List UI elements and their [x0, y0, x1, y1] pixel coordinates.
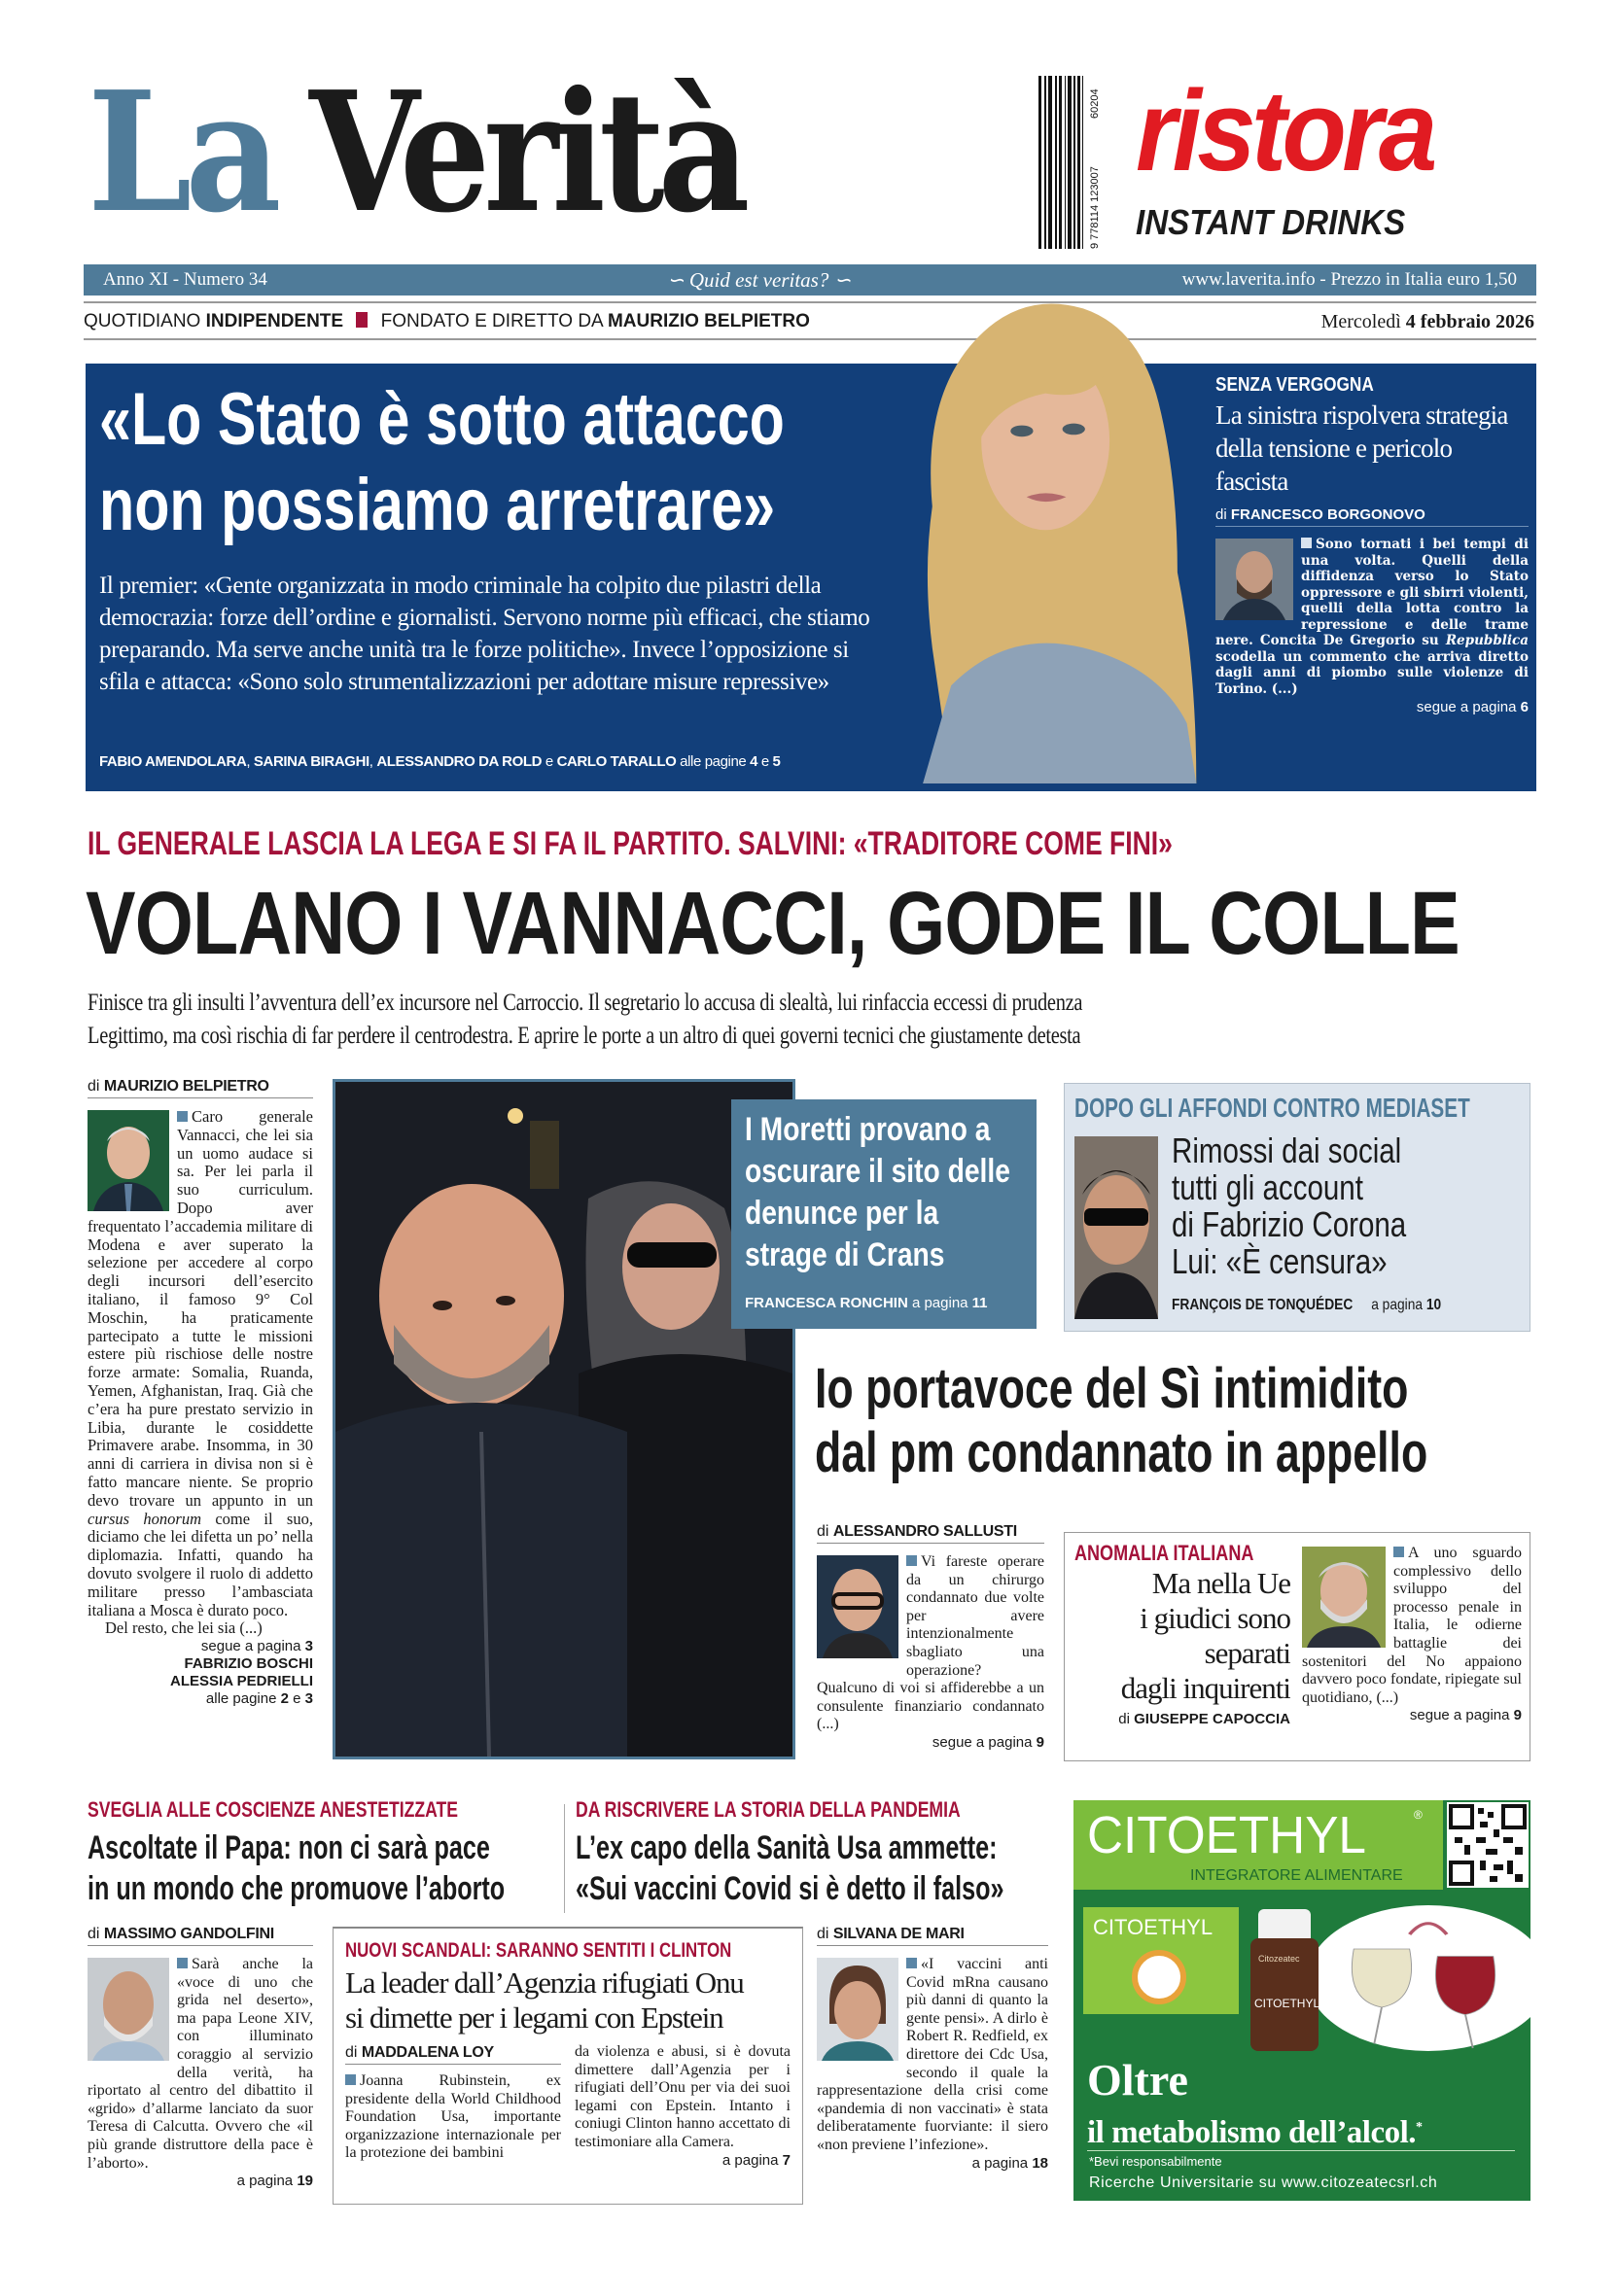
- capoccia-left-col: [1074, 1541, 1290, 1755]
- epstein-col-2: [575, 2043, 791, 2199]
- issue-date: [1321, 310, 1534, 333]
- sallusti-headline[interactable]: [815, 1357, 1534, 1493]
- lead-pages-and: e: [757, 753, 773, 770]
- byline-author[interactable]: FRANÇOIS DE TONQUÉDEC: [1172, 1297, 1354, 1313]
- byline-author[interactable]: MASSIMO GANDOLFINI: [103, 1926, 274, 1942]
- covid-text-body: «I vaccini anti Covid mRna causano più danni di quanto la gente pensi». A dirlo è Robert R. Redfield, ex direttore dei Cdc Usa, secondo il quale la rappresentazione della crisi come «pandemia di non vaccinati» è stata deliberatamente fuorviante: il siero «non previene l’infezione».: [817, 1956, 1048, 2153]
- editorial-extra-author-1[interactable]: FABRIZIO BOSCHI: [184, 1655, 313, 1673]
- papa-headline-line-2: in un mondo che promuove l’aborto: [88, 1870, 506, 1907]
- lead-headline-line-1: «Lo Stato è sotto attacco: [99, 378, 785, 461]
- continue-page: 3: [304, 1638, 313, 1655]
- lead-page[interactable]: 4: [750, 753, 758, 770]
- swirl-left-icon: ∽: [667, 268, 689, 292]
- covid-kicker: DA RISCRIVERE LA STORIA DELLA PANDEMIA: [576, 1797, 961, 1822]
- byline-prefix: di: [1215, 506, 1231, 523]
- moretti-byline: [745, 1294, 988, 1313]
- page-number: 2: [280, 1690, 289, 1708]
- epstein-box[interactable]: [333, 1927, 803, 2205]
- ristora-logo: ristora: [1136, 68, 1433, 195]
- page-number[interactable]: 10: [1425, 1297, 1442, 1313]
- bottle-maker: Citozeatec: [1258, 1954, 1300, 1964]
- main-deck-1: Finisce tra gli insulti l’avventura dell’ex incursore nel Carroccio. Il segretario lo accusa di slealtà, lui rinfaccia eccessi di prudenza: [88, 990, 1083, 1016]
- editorial-text-b: come il suo, diciamo che lei difetta un po’ nella diplomazia. Infatti, quando ha dovuto svolgere il ruolo di addetto militare presso l’ambasciata italiana a Mosca è durato poco.: [88, 1509, 313, 1619]
- lead-page[interactable]: 5: [772, 753, 781, 770]
- wine-glasses-illustration: [1317, 1905, 1530, 2051]
- editorial-continue[interactable]: [88, 1638, 313, 1655]
- capoccia-headline-line: dagli inquirenti: [1120, 1671, 1290, 1705]
- capoccia-text-body: A uno sguardo complessivo dello sviluppo del processo penale in Italia, le odierne battaglie dei sostenitori del No appaiono davvero poco fondate, ripiegate sul quotidiano, (...): [1302, 1545, 1522, 1706]
- epstein-headline-line: La leader dall’Agenzia rifugiati Onu: [345, 1966, 744, 2000]
- bullet-square-icon: [1301, 538, 1312, 548]
- epstein-text-col-1: [345, 2072, 561, 2163]
- corona-box[interactable]: [1064, 1083, 1530, 1332]
- papa-kicker: SVEGLIA ALLE COSCIENZE ANESTETIZZATE: [88, 1797, 459, 1822]
- lead-authors: FABIO AMENDOLARA, SARINA BIRAGHI, ALESSANDRO DA ROLD e CARLO TARALLO alle pagine 4 e 5: [99, 753, 781, 770]
- date-value: 4 febbraio 2026: [1405, 311, 1534, 332]
- bullet-square-icon: [906, 1958, 917, 1968]
- ristora-ad[interactable]: [1136, 68, 1534, 249]
- citoethyl-logo: CITOETHYL: [1087, 1806, 1366, 1864]
- box-brand: CITOETHYL: [1093, 1915, 1214, 1939]
- editorial-belpietro[interactable]: [88, 1077, 313, 1769]
- corona-headline-line: Rimossi dai social: [1172, 1131, 1402, 1170]
- page-label: a pagina: [907, 1295, 972, 1311]
- lead-author: SARINA BIRAGHI: [253, 753, 369, 770]
- sidebar-text: [1215, 537, 1529, 697]
- bullet-square-icon: [177, 1958, 188, 1968]
- capoccia-headline: [1074, 1566, 1290, 1706]
- moretti-headline: I Moretti provano a oscurare il sito delle denunce per la strage di Crans: [745, 1111, 1010, 1273]
- sallusti-byline: [817, 1522, 1044, 1544]
- capoccia-right-col: [1302, 1545, 1522, 1757]
- papa-headline-line-1: Ascoltate il Papa: non ci sarà pace: [88, 1829, 490, 1866]
- sallusti-headline-line-2: dal pm condannato in appello: [815, 1421, 1428, 1484]
- sub-indipendente: INDIPENDENTE: [205, 311, 344, 331]
- red-square-icon: [356, 312, 368, 328]
- page-number[interactable]: 11: [971, 1295, 988, 1311]
- ad-disclaimer: *Bevi responsabilmente: [1089, 2154, 1222, 2169]
- epstein-kicker: NUOVI SCANDALI: SARANNO SENTITI I CLINTON: [345, 1939, 732, 1962]
- sidebar-continue[interactable]: [1215, 699, 1529, 716]
- barcode: [1038, 72, 1107, 253]
- lead-authors-and: e: [542, 753, 557, 770]
- covid-article[interactable]: [817, 1925, 1048, 2209]
- editorial-extra-pages[interactable]: [88, 1690, 313, 1708]
- ad-slogan-2-text: il metabolismo dell’alcol.: [1087, 2115, 1417, 2150]
- byline-author[interactable]: GIUSEPPE CAPOCCIA: [1134, 1711, 1290, 1727]
- byline-prefix: di: [817, 1926, 833, 1942]
- page-number: 7: [782, 2151, 791, 2169]
- covid-headline-block[interactable]: [576, 1796, 1052, 1913]
- continue-page: 6: [1520, 699, 1529, 715]
- covid-headline-line-1: L’ex capo della Sanità Usa ammette:: [576, 1829, 998, 1866]
- citoethyl-box-illustration: [1083, 1907, 1239, 2014]
- lead-author: FABIO AMENDOLARA: [99, 753, 247, 770]
- date-day: Mercoledì: [1320, 311, 1406, 332]
- capoccia-box[interactable]: [1064, 1532, 1530, 1761]
- pages-label: alle pagine: [205, 1690, 281, 1708]
- corona-kicker: DOPO GLI AFFONDI CONTRO MEDIASET: [1074, 1093, 1470, 1123]
- corona-headline-line: tutti gli account: [1172, 1167, 1363, 1207]
- epstein-text-col-2: [575, 2043, 791, 2152]
- corona-byline: [1172, 1296, 1441, 1315]
- belpietro-photo: [88, 1110, 169, 1211]
- citoethyl-ad[interactable]: [1073, 1800, 1530, 2201]
- sub-quotidiano: QUOTIDIANO: [84, 311, 206, 331]
- lead-author: ALESSANDRO DA ROLD: [376, 753, 543, 770]
- bullet-square-icon: [1393, 1547, 1404, 1557]
- moretti-box[interactable]: [731, 1099, 1037, 1329]
- continue-label: segue a pagina: [1409, 1707, 1514, 1724]
- logo-la: La: [88, 60, 275, 250]
- masthead-subline: [84, 310, 810, 333]
- premier-photo: [895, 282, 1206, 791]
- citoethyl-bottle: [1250, 1909, 1319, 2051]
- main-kicker: IL GENERALE LASCIA LA LEGA E SI FA IL PARTITO. SALVINI: «TRADITORE COME FINI»: [88, 825, 1173, 862]
- masthead-strip: [84, 264, 1536, 296]
- motto-text: Quid est veritas?: [688, 268, 829, 292]
- corona-headline: [1172, 1132, 1406, 1280]
- byline-author[interactable]: MADDALENA LOY: [361, 2044, 494, 2061]
- capoccia-text: [1302, 1545, 1522, 1707]
- corona-headline-line: Lui: «È censura»: [1172, 1241, 1388, 1281]
- epstein-continue[interactable]: [575, 2152, 791, 2170]
- sidebar-borgonovo[interactable]: [1215, 373, 1529, 785]
- capoccia-continue[interactable]: [1302, 1707, 1522, 1724]
- box-circle-icon: [1132, 1950, 1186, 2004]
- byline-prefix: di: [88, 1078, 104, 1095]
- column-divider: [564, 1804, 565, 1913]
- barcode-digits: 9 778114 123007: [1089, 166, 1101, 249]
- capoccia-headline-line: separati: [1204, 1636, 1290, 1670]
- logo-verita: Verità: [309, 60, 744, 250]
- page-number: 3: [304, 1690, 313, 1708]
- byline-prefix: di: [817, 1523, 833, 1540]
- editorial-text: [88, 1108, 313, 1638]
- byline-author[interactable]: MAURIZIO BELPIETRO: [103, 1078, 269, 1095]
- bullet-square-icon: [345, 2074, 356, 2085]
- epstein-text-col2: da violenza e abusi, si è dovuta dimettere dall’Agenzia per i rifugiati dell’Onu per via dei suoi legami con Epstein. Intanto i coniugi Clinton hanno accettato di testimoniare alla Camera.: [575, 2043, 791, 2150]
- byline-prefix: di: [345, 2044, 362, 2061]
- pages-and: e: [288, 1690, 305, 1708]
- sidebar-byline: [1215, 505, 1529, 527]
- byline-prefix: di: [1118, 1711, 1135, 1727]
- byline-author[interactable]: ALESSANDRO SALLUSTI: [832, 1523, 1017, 1540]
- bullet-square-icon: [906, 1555, 917, 1566]
- sallusti-text-body: Vi fareste operare da un chirurgo condannato due volte per avere intenzionalmente sbagliato una operazione? Qualcuno di voi si affiderebbe a un consulente finanziario condannato (...): [817, 1553, 1044, 1733]
- capoccia-photo: [1302, 1547, 1386, 1648]
- barcode-issue: 60204: [1089, 88, 1101, 119]
- covid-byline: [817, 1925, 1048, 1946]
- page-label: a pagina: [971, 2154, 1033, 2172]
- sidebar-text-italic: Repubblica: [1445, 633, 1529, 648]
- editorial-text-italic: cursus honorum: [88, 1509, 202, 1528]
- papa-byline: [88, 1925, 313, 1946]
- barcode-icon: [1038, 72, 1085, 253]
- page-label: a pagina: [236, 2173, 298, 2190]
- epstein-col-1: [345, 2043, 561, 2199]
- sidebar-text-a: Sono tornati i bei tempi di una volta. Quelli della diffidenza verso lo Stato oppressore e gli sbirri violenti, quelli della lotta contro la repressione e delle trame nere. Concita De Gregorio su: [1215, 537, 1529, 648]
- lead-headline-line-2: non possiamo arretrare»: [99, 464, 776, 546]
- papa-headline-block[interactable]: [88, 1796, 554, 1913]
- sub-fondato: FONDATO E DIRETTO DA: [380, 311, 608, 331]
- covid-continue[interactable]: [817, 2155, 1048, 2173]
- byline-author[interactable]: FRANCESCO BORGONOVO: [1230, 506, 1425, 523]
- page-label: a pagina: [1371, 1297, 1426, 1313]
- covid-headline-line-2: «Sui vaccini Covid si è detto il falso»: [576, 1870, 1004, 1907]
- papa-article[interactable]: [88, 1925, 313, 2209]
- subline-rule: [84, 338, 1536, 340]
- continue-label: segue a pagina: [932, 1733, 1037, 1751]
- ad-slogan-2: [1087, 2109, 1423, 2151]
- sidebar-headline: La sinistra rispolvera strategia della tensione e pericolo fascista: [1215, 400, 1508, 496]
- sallusti-photo: [817, 1555, 898, 1658]
- main-deck-2: Legittimo, ma così rischia di far perdere il centrodestra. E aprire le porte a un altro di quei governi tecnici che giustamente detesta: [88, 1023, 1081, 1049]
- covid-text: [817, 1956, 1048, 2155]
- capoccia-headline-line: i giudici sono: [1140, 1601, 1290, 1635]
- ad-slogan-star: *: [1416, 2120, 1423, 2135]
- main-headline[interactable]: VOLANO I VANNACCI, GODE IL COLLE: [86, 874, 1460, 973]
- sub-director: MAURIZIO BELPIETRO: [607, 311, 810, 331]
- corona-photo: [1074, 1136, 1158, 1319]
- continue-label: segue a pagina: [200, 1638, 305, 1655]
- epstein-byline: [345, 2043, 561, 2065]
- capoccia-kicker: ANOMALIA ITALIANA: [1074, 1541, 1254, 1565]
- borgonovo-photo: [1215, 539, 1293, 620]
- citoethyl-subtitle: INTEGRATORE ALIMENTARE: [1190, 1867, 1403, 1884]
- editorial-byline: [88, 1077, 313, 1098]
- ristora-tagline: INSTANT DRINKS: [1136, 202, 1406, 242]
- swirl-right-icon: ∽: [828, 268, 852, 292]
- gandolfini-photo: [88, 1958, 169, 2061]
- issue-number: Anno XI - Numero 34: [103, 269, 267, 290]
- sallusti-headline-line-1: Io portavoce del Sì intimidito: [815, 1357, 1409, 1420]
- byline-author[interactable]: SILVANA DE MARI: [832, 1926, 965, 1942]
- epstein-headline-line: si dimette per i legami con Epstein: [345, 2000, 723, 2035]
- capoccia-headline-line: Ma nella Ue: [1151, 1566, 1290, 1600]
- page-label: a pagina: [721, 2151, 783, 2169]
- corona-headline-line: di Fabrizio Corona: [1172, 1204, 1407, 1244]
- ad-rule: [1087, 2150, 1515, 2151]
- papa-text: [88, 1956, 313, 2173]
- sidebar-text-b: scodella un commento che arriva diretto dagli anni di piombo sulle violenze di Torino. (...): [1215, 648, 1529, 697]
- epstein-headline: [345, 1966, 744, 2035]
- epstein-text-col1: Joanna Rubinstein, ex presidente della World Childhood Foundation Usa, importante organizzazione internazionale per la protezione dei bambini: [345, 2072, 561, 2162]
- registered-mark: ®: [1414, 1808, 1423, 1822]
- continue-label: segue a pagina: [1416, 699, 1521, 715]
- bottle-brand: CITOETHYL: [1254, 1997, 1320, 2010]
- motto: [667, 268, 851, 292]
- demari-photo: [817, 1958, 898, 2061]
- lead-pages-label: alle pagine: [676, 753, 751, 770]
- sidebar-kicker: SENZA VERGOGNA: [1215, 374, 1374, 396]
- capoccia-byline: [1074, 1710, 1290, 1728]
- continue-page: 9: [1513, 1707, 1522, 1724]
- qr-code-icon[interactable]: [1447, 1802, 1529, 1888]
- page-number: 19: [297, 2173, 313, 2190]
- ad-footer-link[interactable]: Ricerche Universitarie su www.citozeatecsrl.ch: [1089, 2174, 1438, 2191]
- lead-author: CARLO TARALLO: [556, 753, 677, 770]
- sallusti-text: [817, 1553, 1044, 1734]
- moretti-photo: [333, 1079, 795, 1759]
- lead-summary: Il premier: «Gente organizzata in modo criminale ha colpito due pilastri della democrazia: forze dell’ordine e giornalisti. Servono norme più efficaci, che stiamo preparando. Ma serve anche unità tra le forze politiche». Invece l’opposizione si sfila e attacca: «Sono solo strumentalizzazioni per adottare misure repressive»: [99, 573, 870, 695]
- strip-rule: [84, 301, 1536, 303]
- sallusti-article[interactable]: [817, 1522, 1044, 1767]
- editorial-text-a: Caro generale Vannacci, che lei sia un uomo audace si sa. Per lei parla il suo curriculum. Dopo aver frequentato l’accademia militare di Modena e aver superato la selezione per accedere al corpo degli incursori dell’esercito italiano, il famoso 9° Col Moschin, ha praticamente partecipato a tutte le missioni estere più rischiose delle nostre forze armate: Somalia, Ruanda, Yemen, Afghanistan, Iraq. Già che c’era ha pure prestato servizio in Libia, durante le cosiddette Primavere arabe. Insomma, in 30 anni di carriera in divisa non si è fatto mancare niente. Se proprio devo trovare un appunto in un: [88, 1107, 313, 1510]
- byline-prefix: di: [88, 1926, 104, 1942]
- lead-headline: [99, 377, 978, 548]
- continue-page: 9: [1036, 1733, 1044, 1751]
- ad-slogan-1: Oltre: [1087, 2055, 1188, 2105]
- editorial-text-c: Del resto, che lei sia (...): [105, 1618, 263, 1638]
- bullet-square-icon: [177, 1111, 188, 1122]
- papa-text-body: Sarà anche la «voce di uno che grida nel deserto», ma papa Leone XIV, con illuminato coraggio al servizio della verità, ha riportato al centro del dibattito il «grido» d’allarme lanciato da suor Teresa di Calcutta. Ovvero che «il più grande distruttore della pace è l’aborto».: [88, 1956, 313, 2172]
- papa-continue[interactable]: [88, 2173, 313, 2190]
- editorial-extra-author-2[interactable]: ALESSIA PEDRIELLI: [170, 1673, 313, 1690]
- website-price[interactable]: www.laverita.info - Prezzo in Italia euro 1,50: [1181, 269, 1517, 290]
- sallusti-continue[interactable]: [817, 1734, 1044, 1752]
- byline-author[interactable]: FRANCESCA RONCHIN: [745, 1295, 908, 1311]
- page-number: 18: [1032, 2154, 1048, 2172]
- masthead: [88, 60, 885, 255]
